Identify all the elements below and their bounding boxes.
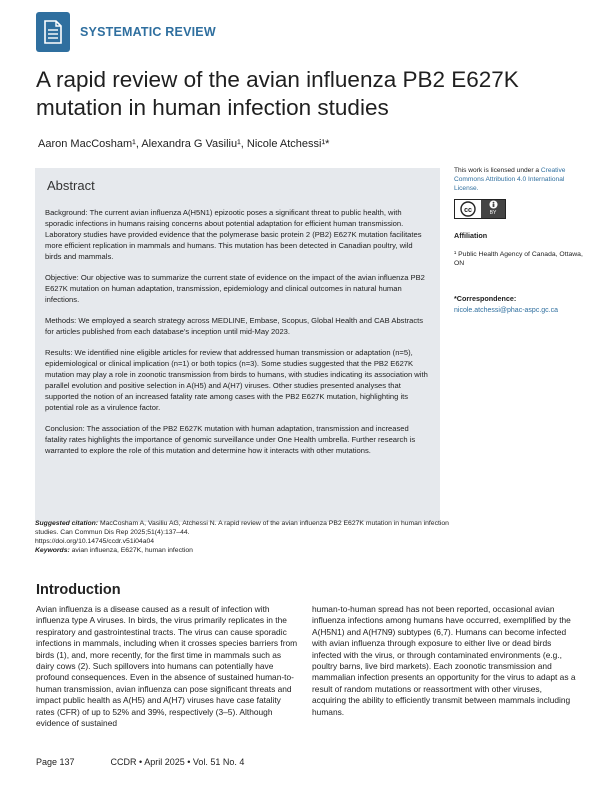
page-footer: [36, 757, 244, 767]
abstract-background: Background: The current avian influenza A(H5N1) epizootic poses a significant threat to public health, with sporadic infections in humans raising concerns about potential adaptation for efficient human transmission. Laboratory studies have provided evidence that the polymerase basic protein 2 (PB2) E627K mutation facilitates more efficient replication in mammals and humans. This mutation has been detected in Canadian poultry, wild birds and mammals.: [45, 208, 422, 261]
license-text: This work is licensed under a: [454, 167, 541, 174]
correspondence-heading: *Correspondence:: [454, 294, 517, 303]
cc-by-badge[interactable]: [454, 199, 506, 219]
affiliation-text: ¹ Public Health Agency of Canada, Ottawa, ON: [454, 251, 583, 267]
document-icon: [36, 12, 70, 52]
license-link[interactable]: Creative Commons Attribution 4.0 International License.: [454, 167, 566, 192]
authors: Aaron MacCosham¹, Alexandra G Vasiliu¹, Nicole Atchessi¹*: [38, 138, 330, 150]
by-label: BY: [489, 210, 497, 216]
page-number: Page 137: [36, 757, 75, 767]
affiliation-heading: Affiliation: [454, 231, 488, 240]
cc-label: cc: [464, 206, 472, 214]
page-title: A rapid review of the avian influenza PB2 E627K mutation in human infection studies: [36, 67, 519, 120]
introduction-left-column: Avian influenza is a disease caused as a result of infection with influenza type A viruses. In birds, the virus primarily replicates in the respiratory and gastrointestinal tracts. The virus can cause sporadic infections in mammals, including when it crosses species barriers from birds (1), and, more recently, for the first time in mammals such as dairy cows (2). Such spillovers into humans can potentially have profound consequences. Even in the absence of sustained human-to-human transmission, avian influenza can pose significant threats and impact public health as A(H5) and A(H7) viruses have case fatality rates (CFR) of up to 52% and 39%, respectively (3–5). Although evidence of sustained: [36, 604, 298, 729]
keywords-text: avian influenza, E627K, human infection: [69, 547, 193, 554]
cc-icon: [455, 200, 481, 218]
section-label: SYSTEMATIC REVIEW: [80, 25, 216, 39]
suggested-citation: [35, 519, 455, 555]
citation-label: Suggested citation:: [35, 520, 99, 527]
keywords-label: Keywords:: [35, 547, 70, 554]
citation-doi[interactable]: https://doi.org/10.14745/ccdr.v51i04a04: [35, 538, 155, 545]
introduction-right-column: human-to-human spread has not been reported, occasional avian influenza infections among humans have occurred, exemplified by the A(H5N1) and A(H7N9) subtypes (6,7). Humans can become infected with avian influenza through exposure to either live or dead birds infected with the virus, or through contaminated environments (e.g., poultry barns, live bird markets). Each zoonotic transmission and mammalian infection presents an opportunity for the virus to adapt as a result of random mutations or reassortment with other viruses, acquiring the ability to efficiently transmit between mammals including humans.: [312, 604, 576, 717]
journal-info: CCDR • April 2025 • Vol. 51 No. 4: [110, 757, 245, 767]
abstract-results: Results: We identified nine eligible articles for review that addressed human transmission or adaptation (n=5), epidemiological or clinical implication (n=1) or both topics (n=3). Some studies suggested that the PB2 E627K mutation may play a role in zoonotic transmission from birds to humans, with studies indicating its association with parallel evolution and positive selection in A(H5) and A(H7) viruses. Other studies presented analyses that supported the notion of an increased fatality rate among cases with the PB2 E627K mutation, highlighting its potential role as a virulence factor.: [45, 348, 428, 412]
abstract-objective: Objective: Our objective was to summarize the current state of evidence on the impact of the avian influenza PB2 E627K mutation on human adaptation, transmission, epidemiology and clinical outcomes in natural human infections.: [45, 273, 425, 304]
by-icon: [481, 200, 505, 218]
introduction-heading: Introduction: [36, 582, 121, 598]
license-note: [454, 166, 584, 193]
abstract-box: [35, 168, 440, 522]
correspondence-email[interactable]: nicole.atchessi@phac-aspc.gc.ca: [454, 307, 558, 314]
citation-text: MacCosham A, Vasiliu AG, Atchessi N. A rapid review of the avian influenza PB2 E627K mutation in human infection studies. Can Commun Dis Rep 2025;51(4):137–44.: [35, 520, 449, 536]
sidebar: [454, 166, 584, 315]
abstract-conclusion: Conclusion: The association of the PB2 E627K mutation with human adaptation, transmission and increased fatality rates highlights the importance of genomic surveillance under One Health umbrella. Further research is warranted to explore the role of this mutation and determine how it interacts with other mutations.: [45, 424, 416, 455]
abstract-methods: Methods: We employed a search strategy across MEDLINE, Embase, Scopus, Global Health and CAB Abstracts for articles published from each database's inception until mid-May 2023.: [45, 316, 424, 336]
abstract-heading: Abstract: [47, 178, 95, 193]
